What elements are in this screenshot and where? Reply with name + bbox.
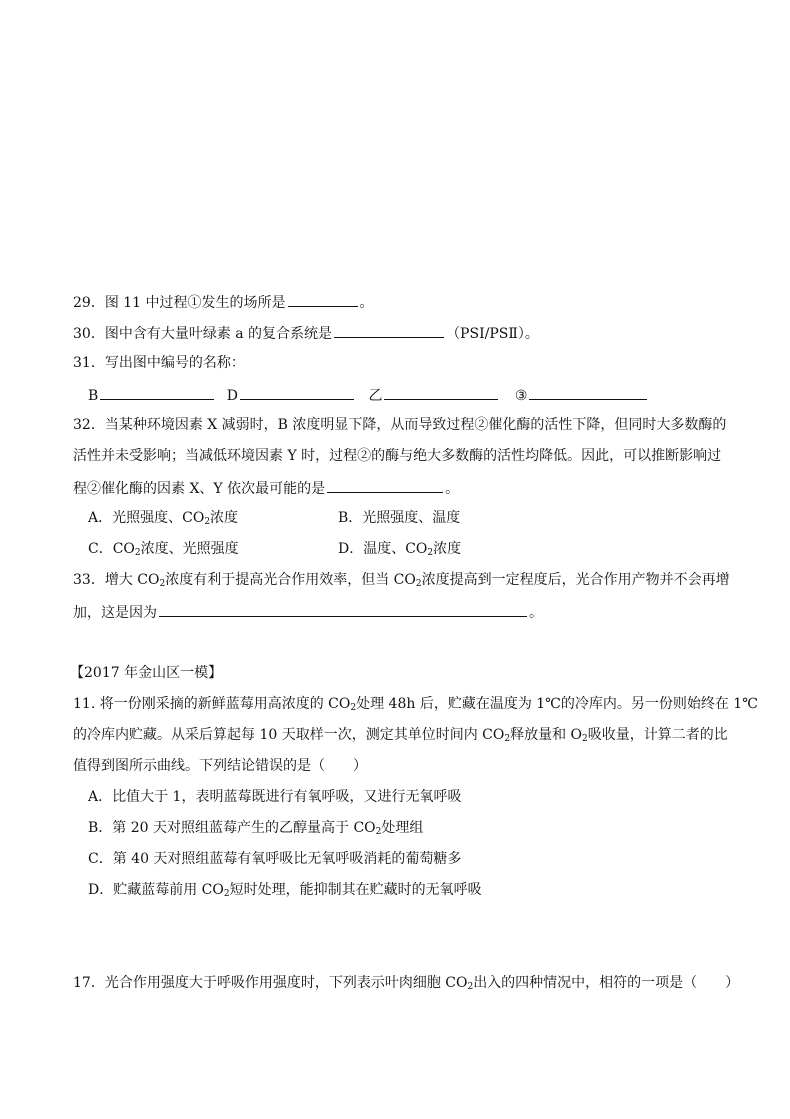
option-32-a[interactable]: A．光照强度、$CO_2$浓度 [88,510,239,527]
question-11-line-2: 的冷库内贮藏。从采后算起每 10 天取样一次，测定其单位时间内 $CO_2$释放量和 $O_2$吸收量，计算二者的比 [73,727,728,744]
option-11-d[interactable]: D．贮藏蓝莓前用 $CO_2$短时处理，能抑制其在贮藏时的无氧呼吸 [88,882,482,899]
question-17: 17．光合作用强度大于呼吸作用强度时，下列表示叶肉细胞 $CO_2$出入的四种情况中，相符的一项是（ ） [73,975,740,992]
answer-blank-31-three[interactable] [529,384,647,400]
section-heading: 【2017 年金山区一模】 [70,665,223,681]
answer-blank-31-yi[interactable] [384,384,498,400]
option-32-d[interactable]: D．温度、$CO_2$浓度 [338,541,462,558]
question-31: 31．写出图中编号的名称： [73,355,245,371]
blank-item-yi: 乙 [368,384,500,406]
answer-blank-32[interactable] [327,477,443,493]
question-33-line-1: 33．增大 $CO_2$浓度有利于提高光合作用效率，但当 $CO_2$浓度提高到一定程度后，光合作用产物并不会再增 [73,572,730,589]
question-32-line-3: 程②催化酶的因素 X、Y 依次最可能的是 。 [73,477,750,499]
blank-item-three: ③ [515,384,650,406]
question-32-line-2: 活性并未受影响；当减低环境因素 Y 时，过程②的酶与绝大多数酶的活性均降低。因此，可以推断影响过 [73,448,722,464]
question-32-options-row-2 [88,539,750,559]
option-32-c[interactable]: C．$CO_2$浓度、光照强度 [88,541,239,558]
question-33-line-2: 加，这是因为 。 [73,601,750,623]
answer-blank-30[interactable] [334,322,444,338]
question-32-line-1: 32．当某种环境因素 X 减弱时，B 浓度明显下降，从而导致过程②催化酶的活性下降，但同时大多数酶的 [73,417,727,433]
question-11-line-3: 值得到图所示曲线。下列结论错误的是（ ） [73,758,367,774]
answer-blank-33[interactable] [159,601,527,617]
question-29: 29．图 11 中过程①发生的场所是 。 [73,291,750,313]
blank-item-b: B [88,384,216,406]
option-11-c[interactable]: C．第 40 天对照组蓝莓有氧呼吸比无氧呼吸消耗的葡萄糖多 [88,851,462,867]
question-31-blanks [88,384,750,406]
question-30: 30．图中含有大量叶绿素 a 的复合系统是 （PSⅠ/PSⅡ）。 [73,322,750,344]
question-11-line-1: 11. 将一份刚采摘的新鲜蓝莓用高浓度的 $CO_2$处理 48h 后，贮藏在温度为 1℃的冷库内。另一份则始终在 1℃ [73,696,758,713]
option-11-a[interactable]: A．比值大于 1，表明蓝莓既进行有氧呼吸，又进行无氧呼吸 [88,789,462,805]
blank-item-d: D [227,384,356,406]
answer-blank-31-b[interactable] [100,384,214,400]
option-32-b[interactable]: B．光照强度、温度 [338,510,461,526]
option-11-b[interactable]: B．第 20 天对照组蓝莓产生的乙醇量高于 $CO_2$处理组 [88,820,424,837]
answer-blank-29[interactable] [288,291,358,307]
answer-blank-31-d[interactable] [240,384,354,400]
question-32-options-row-1 [88,508,750,528]
